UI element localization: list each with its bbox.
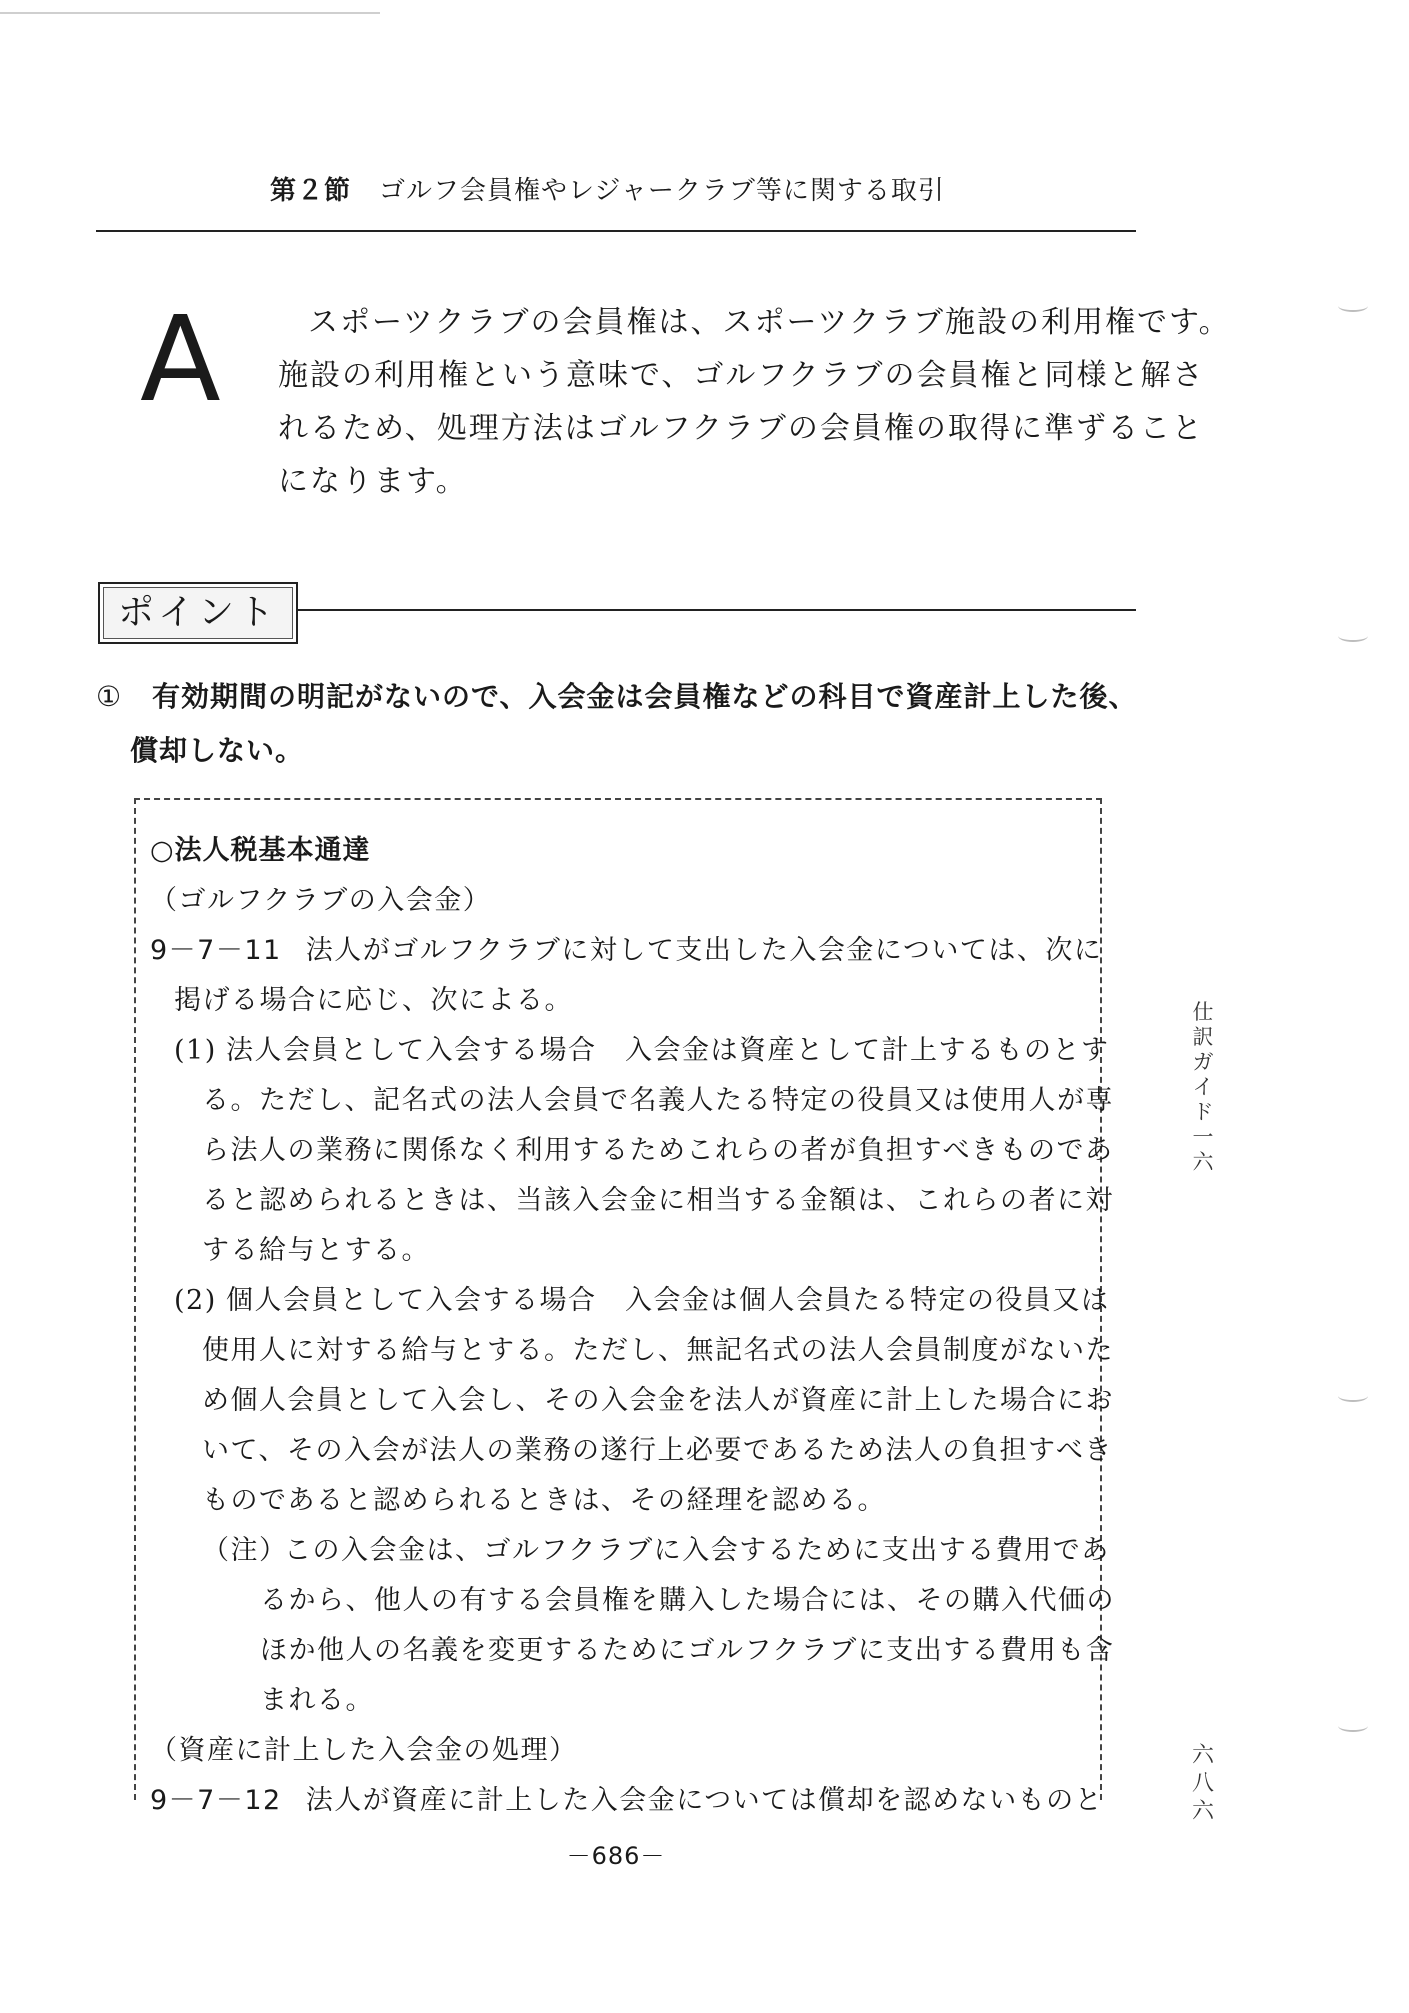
notice-content: [150, 826, 1115, 1826]
binder-hole-mark: [1338, 300, 1368, 312]
answer-letter: A: [140, 290, 221, 428]
side-page-char: 六: [1191, 1799, 1214, 1824]
section-title: ゴルフ会員権やレジャークラブ等に関する取引: [379, 176, 945, 206]
answer-line: になります。: [278, 464, 468, 499]
paragraph-text: 使用人に対する給与とする。ただし、無記名式の法人会員制度がないた: [202, 1335, 1114, 1366]
article-number: 9－7－11: [150, 935, 282, 966]
section-number: 第２節: [270, 176, 352, 206]
note-text: るから、他人の有する会員権を購入した場合には、その購入代価の: [260, 1585, 1115, 1616]
answer-line: スポーツクラブの会員権は、スポーツクラブ施設の利用権です。: [308, 305, 1231, 340]
paragraph-text: 法人会員として入会する場合 入会金は資産として計上するものとす: [226, 1035, 1110, 1066]
side-page-char: 六: [1191, 1743, 1214, 1768]
side-guide-char: 一: [1192, 1125, 1214, 1149]
article-text: 掲げる場合に応じ、次による。: [174, 985, 573, 1016]
paragraph-label: (2): [174, 1285, 217, 1316]
side-guide-char: イ: [1192, 1075, 1214, 1099]
point-item-text: 償却しない。: [130, 734, 305, 767]
note-text: ほか他人の名義を変更するためにゴルフクラブに支出する費用も含: [260, 1635, 1115, 1666]
note-text: この入会金は、ゴルフクラブに入会するために支出する費用であ: [284, 1535, 1110, 1566]
paragraph-text: ると認められるときは、当該入会金に相当する金額は、これらの者に対: [202, 1185, 1114, 1216]
binder-hole-mark: [1338, 1390, 1368, 1402]
article-caption: （ゴルフクラブの入会金）: [150, 885, 492, 916]
answer-body: [278, 296, 1231, 508]
note-text: まれる。: [260, 1685, 374, 1716]
paragraph-text: め個人会員として入会し、その入会金を法人が資産に計上した場合にお: [202, 1385, 1114, 1416]
paragraph-text: ら法人の業務に関係なく利用するためこれらの者が負担すべきものであ: [202, 1135, 1114, 1166]
point-heading: ポイント: [98, 582, 298, 644]
article-text: 法人がゴルフクラブに対して支出した入会金については、次に: [305, 935, 1103, 966]
side-page-number: [1186, 1742, 1220, 1826]
side-guide-char: ド: [1192, 1100, 1214, 1124]
side-guide-char: ガ: [1192, 1050, 1214, 1074]
page-number: －686－: [566, 1842, 666, 1870]
note-label: （注）: [202, 1535, 288, 1566]
notice-title: ○法人税基本通達: [150, 835, 371, 866]
answer-line: れるため、処理方法はゴルフクラブの会員権の取得に準ずること: [278, 411, 1204, 446]
paragraph-text: る。ただし、記名式の法人会員で名義人たる特定の役員又は使用人が専: [202, 1085, 1114, 1116]
article-caption: （資産に計上した入会金の処理）: [150, 1735, 578, 1766]
paragraph-text: 個人会員として入会する場合 入会金は個人会員たる特定の役員又は: [226, 1285, 1110, 1316]
section-header: [270, 170, 990, 207]
header-rule: [96, 230, 1136, 232]
point-item-text: 有効期間の明記がないので、入会金は会員権などの科目で資産計上した後、: [152, 680, 1138, 713]
article-number: 9－7－12: [150, 1785, 282, 1816]
scan-edge-line: [0, 12, 380, 14]
point-item: [96, 670, 1146, 778]
binder-hole-mark: [1338, 630, 1368, 642]
paragraph-text: する給与とする。: [202, 1235, 430, 1266]
side-guide-char: 六: [1192, 1150, 1214, 1174]
point-item-number: ①: [96, 680, 123, 713]
paragraph-label: (1): [174, 1035, 217, 1066]
paragraph-text: いて、その入会が法人の業務の遂行上必要であるため法人の負担すべき: [202, 1435, 1113, 1466]
side-page-char: 八: [1191, 1771, 1214, 1796]
side-guide-char: 仕: [1192, 1000, 1214, 1024]
article-text: 法人が資産に計上した入会金については償却を認めないものと: [305, 1785, 1104, 1816]
side-guide-label: [1186, 1000, 1220, 1175]
paragraph-text: ものであると認められるときは、その経理を認める。: [202, 1485, 886, 1516]
side-guide-char: 訳: [1192, 1025, 1214, 1049]
point-rule: [296, 609, 1136, 611]
answer-line: 施設の利用権という意味で、ゴルフクラブの会員権と同様と解さ: [278, 358, 1205, 393]
binder-hole-mark: [1338, 1720, 1368, 1732]
